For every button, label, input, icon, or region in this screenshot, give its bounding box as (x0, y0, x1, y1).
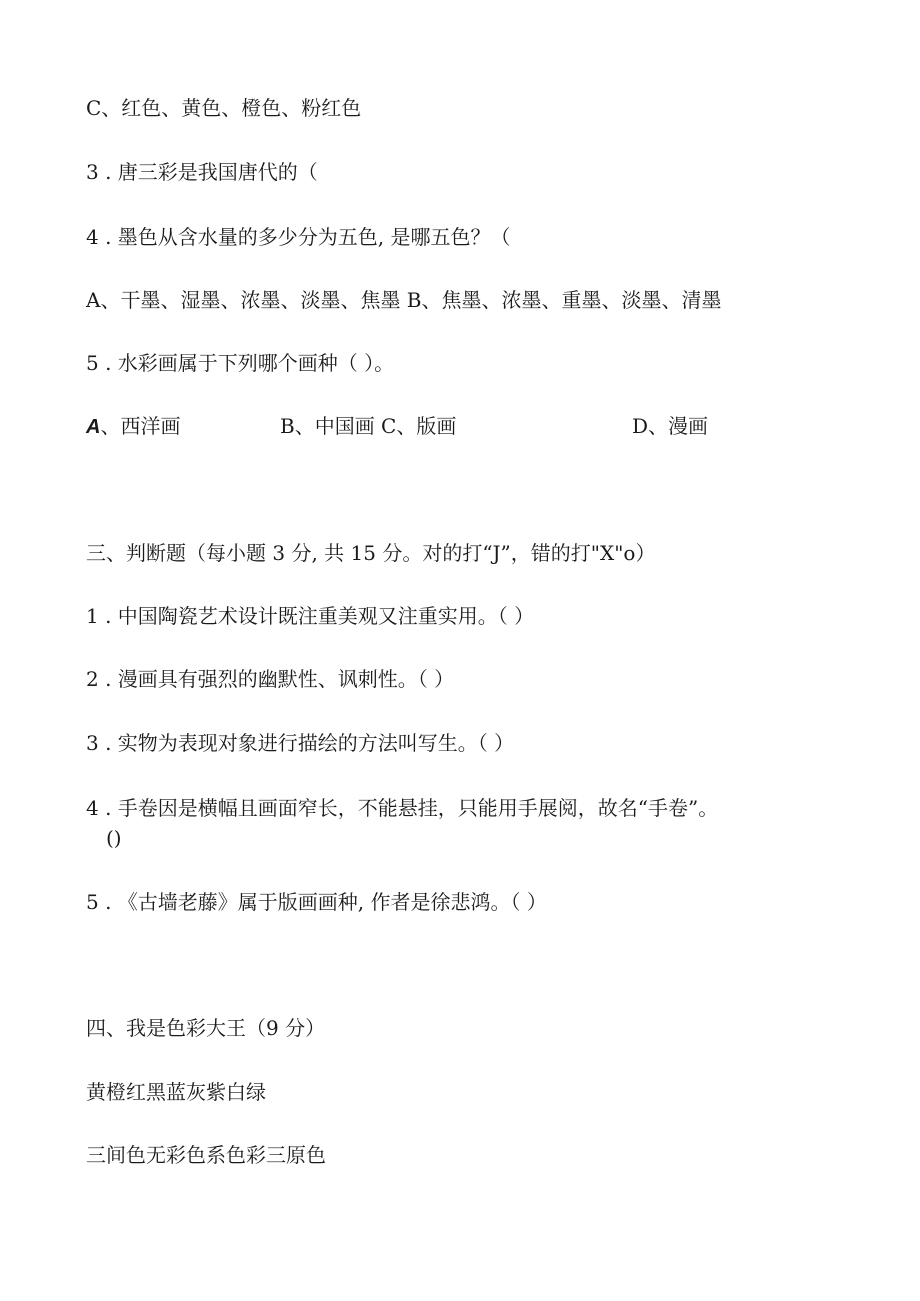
q5-option-d: D、漫画 (632, 414, 709, 438)
question-5: 5 . 水彩画属于下列哪个画种（ ）。 (86, 351, 395, 375)
color-words-row-1: 黄橙红黑蓝灰紫白绿 (86, 1080, 266, 1104)
judge-item-2: 2 . 漫画具有强烈的幽默性、讽刺性。（ ） (86, 667, 455, 691)
section-3-heading: 三、判断题（每小题 3 分, 共 15 分。对的打“J”，错的打"X"o） (86, 541, 656, 565)
section-4-heading: 四、我是色彩大王（9 分） (86, 1016, 326, 1040)
q2-option-c: C、红色、黄色、橙色、粉红色 (86, 96, 362, 120)
judge-item-1: 1 . 中国陶瓷艺术设计既注重美观又注重实用。（ ） (86, 604, 535, 628)
question-4-options: A、干墨、湿墨、浓墨、淡墨、焦墨 B、焦墨、浓墨、重墨、淡墨、清墨 (86, 288, 722, 312)
judge-item-4-answer: () (106, 826, 122, 850)
q5-option-a (86, 414, 180, 439)
question-3: 3 . 唐三彩是我国唐代的（ (86, 160, 318, 184)
judge-item-3: 3 . 实物为表现对象进行描绘的方法叫写生。（ ） (86, 731, 515, 755)
question-4: 4 . 墨色从含水量的多少分为五色, 是哪五色？（ (86, 225, 511, 249)
judge-item-5: 5 . 《古墙老藤》属于版画画种, 作者是徐悲鸿。（ ） (86, 890, 547, 914)
color-words-row-2: 三间色无彩色系色彩三原色 (86, 1143, 326, 1167)
q5-option-a-text: 、西洋画 (100, 414, 181, 438)
q5-option-a-letter: A (86, 416, 101, 438)
judge-item-4: 4 . 手卷因是横幅且画面窄长，不能悬挂，只能用手展阅，故名“手卷”。 (86, 796, 719, 820)
q5-option-bc: B、中国画 C、版画 (280, 414, 457, 438)
